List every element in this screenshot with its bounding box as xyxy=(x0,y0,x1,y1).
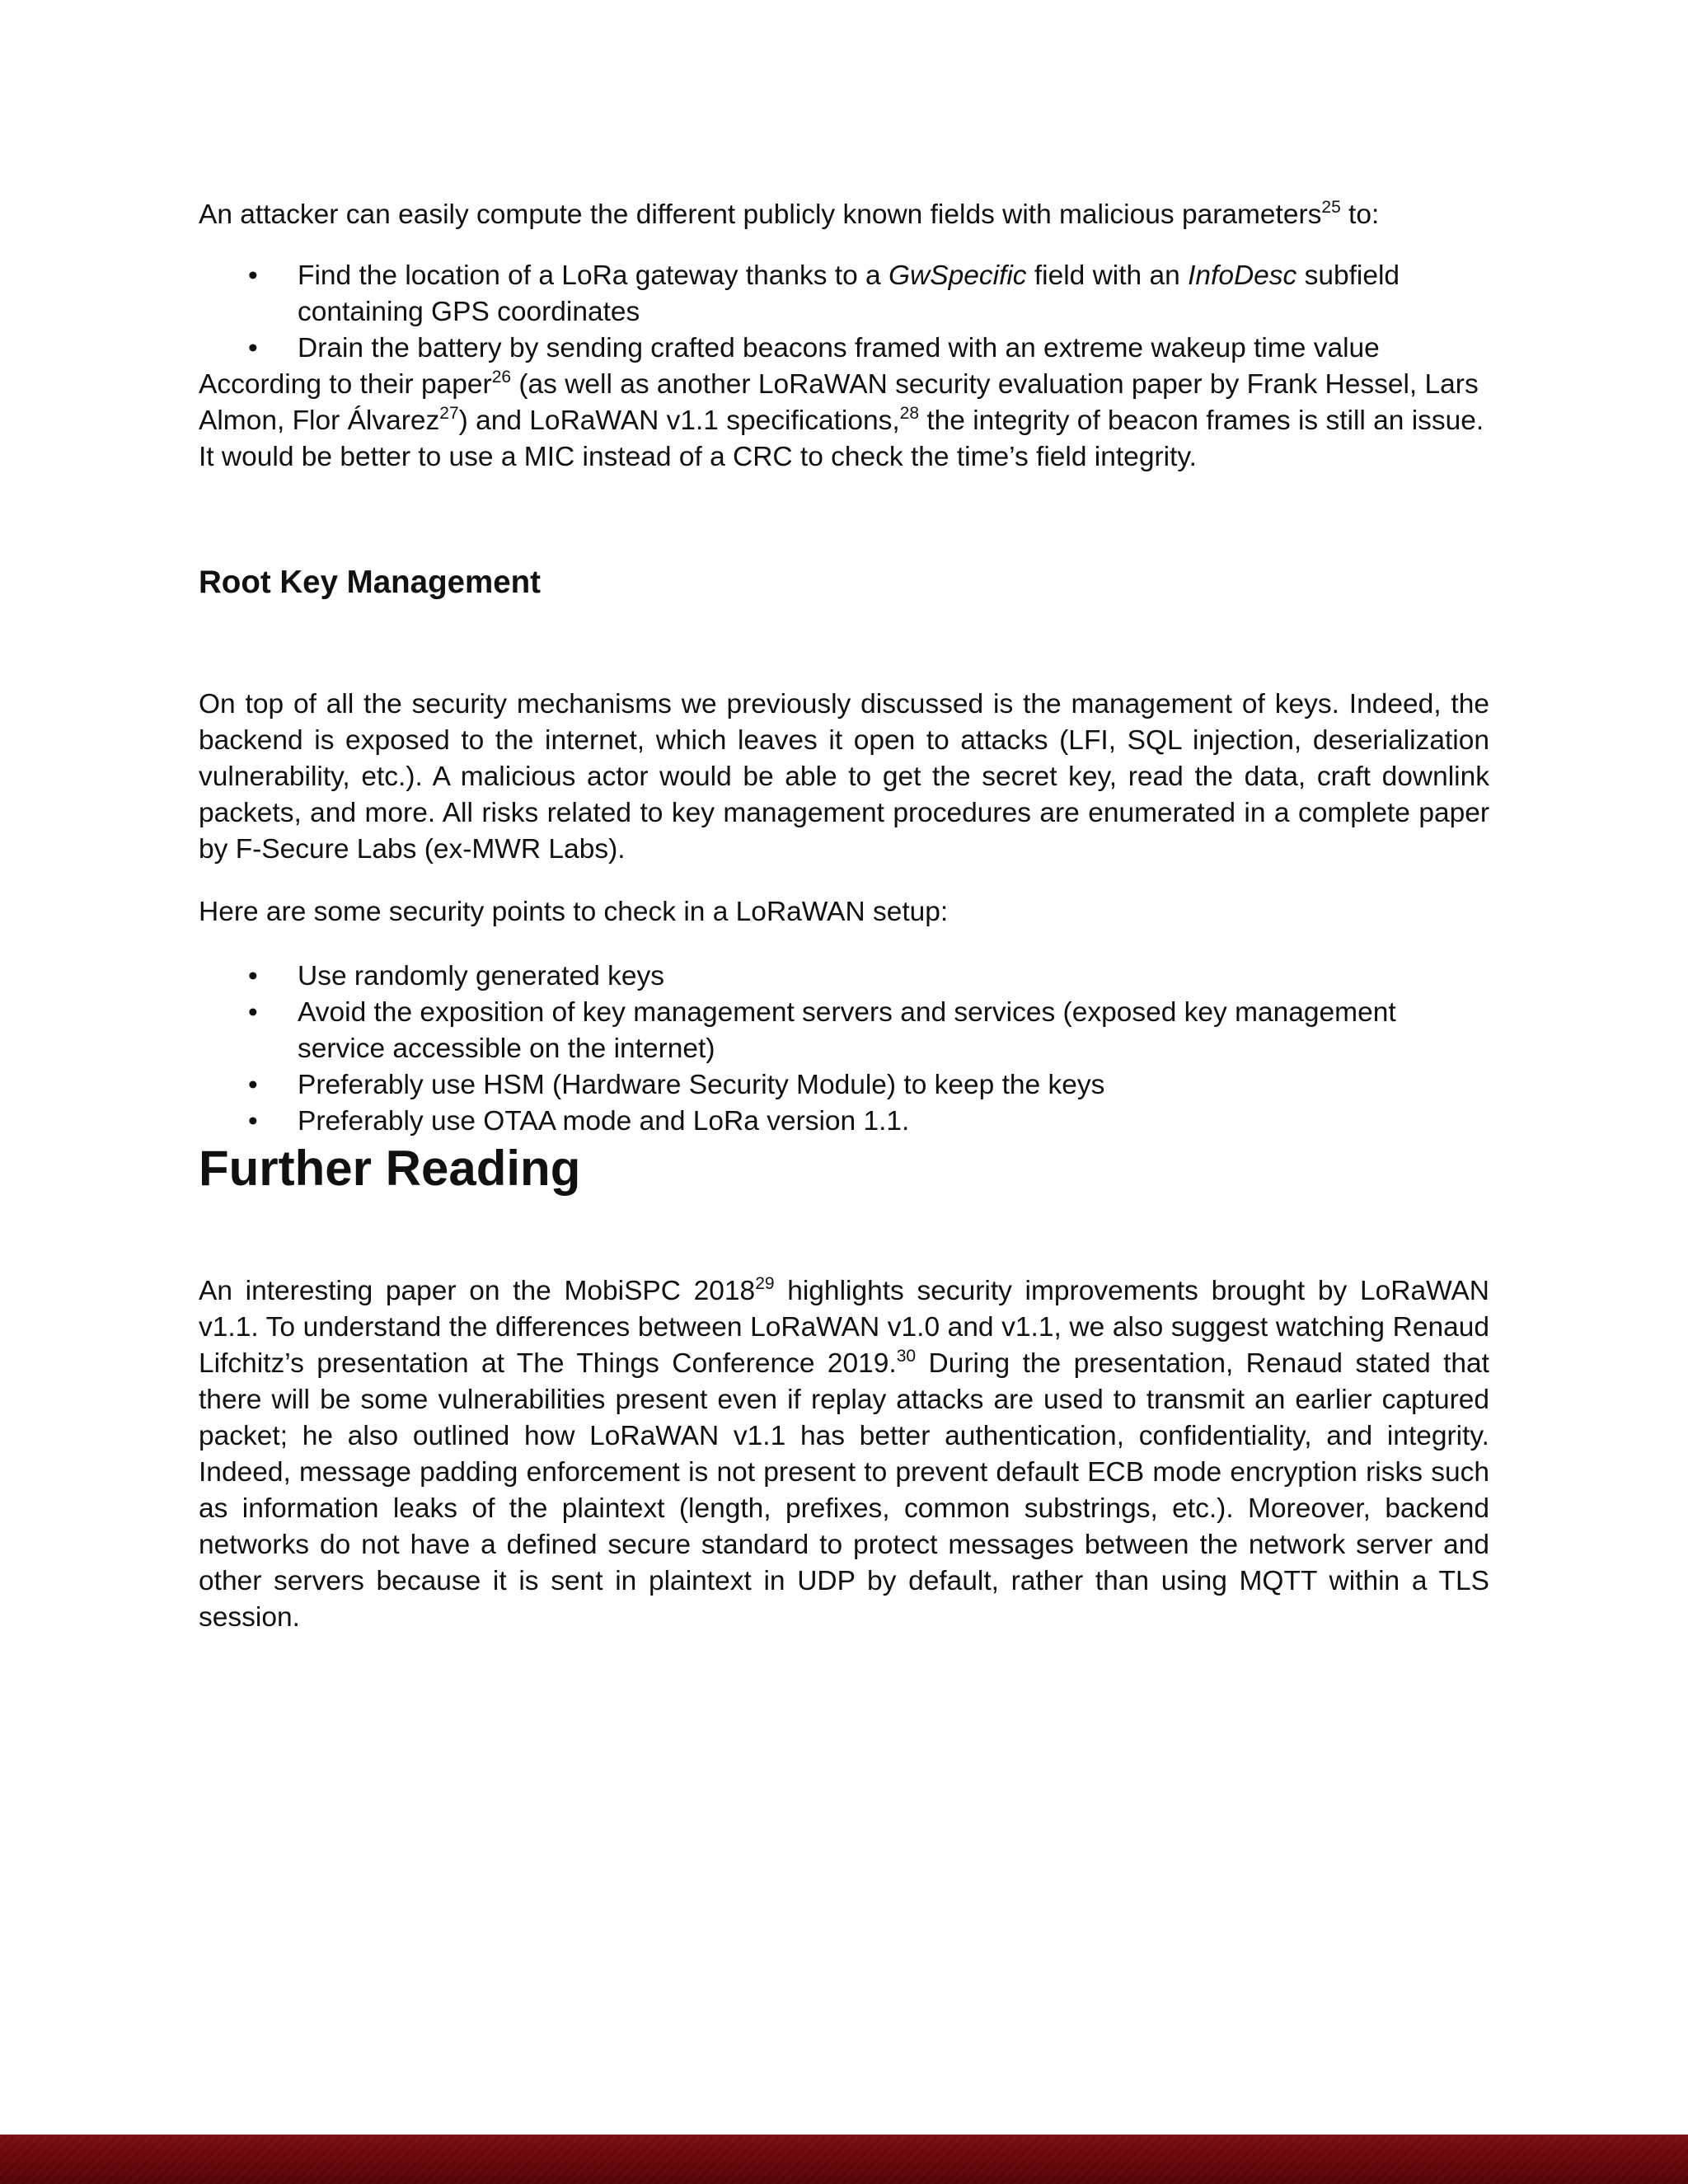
footer-bar xyxy=(0,2135,1688,2184)
footnote-ref-27[interactable]: 27 xyxy=(439,404,459,423)
security-points-intro: Here are some security points to check in a LoRaWAN setup: xyxy=(199,897,949,927)
security-points-list xyxy=(199,958,1489,1140)
list-item: • Preferably use HSM (Hardware Security Module) to keep the keys xyxy=(199,1067,1489,1104)
intro-tail: to: xyxy=(1340,199,1380,230)
beacon-integrity-paragraph: According to their paper$^{26}$ (as well as another LoRaWAN security evaluation paper by Frank Hessel, Lars Almon, Flor Álvarez$^{27}$) and LoRaWAN v1.1 specifications,$^{28}$ the integrity of beacon frames is still an issue. It would be better to use a MIC instead of a CRC to check the time’s field integrity. xyxy=(199,368,1484,472)
bullet-icon: • xyxy=(248,961,258,991)
footer-texture xyxy=(0,2135,1688,2184)
footnote-ref-28[interactable]: 28 xyxy=(899,404,920,423)
infodesc-term: InfoDesc xyxy=(1188,260,1297,291)
bullet-icon: • xyxy=(248,333,258,363)
list-item: • Find the location of a LoRa gateway thanks to a GwSpecific field with an InfoDesc subfield containing GPS coordinates xyxy=(199,258,1489,330)
bullet-icon: • xyxy=(248,1070,258,1100)
root-key-paragraph: On top of all the security mechanisms we previously discussed is the management of keys. Indeed, the backend is exposed to the internet, which leaves it open to attacks (LFI, SQL injection, deserialization vulnerability, etc.). A malicious actor would be able to get the secret key, read the data, craft downlink packets, and more. All risks related to key management procedures are enumerated in a complete paper by F-Secure Labs (ex-MWR Labs). xyxy=(199,689,1489,865)
bullet-icon: • xyxy=(248,260,258,291)
further-reading-heading: Further Reading xyxy=(199,1141,581,1196)
list-item: • Use randomly generated keys xyxy=(199,958,1489,995)
footnote-ref-30[interactable]: 30 xyxy=(896,1347,917,1366)
intro-paragraph xyxy=(199,197,1489,233)
gwspecific-term: GwSpecific xyxy=(888,260,1027,291)
root-key-heading: Root Key Management xyxy=(199,565,542,600)
attack-list xyxy=(199,258,1489,367)
bullet-icon: • xyxy=(248,997,258,1028)
page-content xyxy=(199,197,1489,1636)
bullet-icon: • xyxy=(248,1106,258,1137)
list-item: • Preferably use OTAA mode and LoRa version 1.1. xyxy=(199,1104,1489,1140)
footnote-ref-29[interactable]: 29 xyxy=(755,1274,775,1293)
list-item: • Drain the battery by sending crafted beacons framed with an extreme wakeup time value xyxy=(199,330,1489,367)
footnote-ref-26[interactable]: 26 xyxy=(491,368,512,387)
footnote-ref-25[interactable]: 25 xyxy=(1321,198,1341,217)
list-item: • Avoid the exposition of key management servers and services (exposed key management service accessible on the internet) xyxy=(199,995,1489,1067)
further-reading-paragraph: An interesting paper on the MobiSPC 2018$^{29}$ highlights security improvements brought by LoRaWAN v1.1. To understand the differences between LoRaWAN v1.0 and v1.1, we also suggest watching Renaud Lifchitz’s presentation at The Things Conference 2019.30 During the presentation, Renaud stated that there will be some vulnerabilities present even if replay attacks are used to transmit an earlier captured packet; he also outlined how LoRaWAN v1.1 has better authentication, confidentiality, and integrity. Indeed, message padding enforcement is not present to prevent default ECB mode encryption risks such as information leaks of the plaintext (length, prefixes, common substrings, etc.). Moreover, backend networks do not have a defined secure standard to protect messages between the network server and other servers because it is sent in plaintext in UDP by default, rather than using MQTT within a TLS session. xyxy=(199,1274,1489,1633)
intro-text: An attacker can easily compute the different publicly known fields with malicious parameters xyxy=(199,199,1322,230)
